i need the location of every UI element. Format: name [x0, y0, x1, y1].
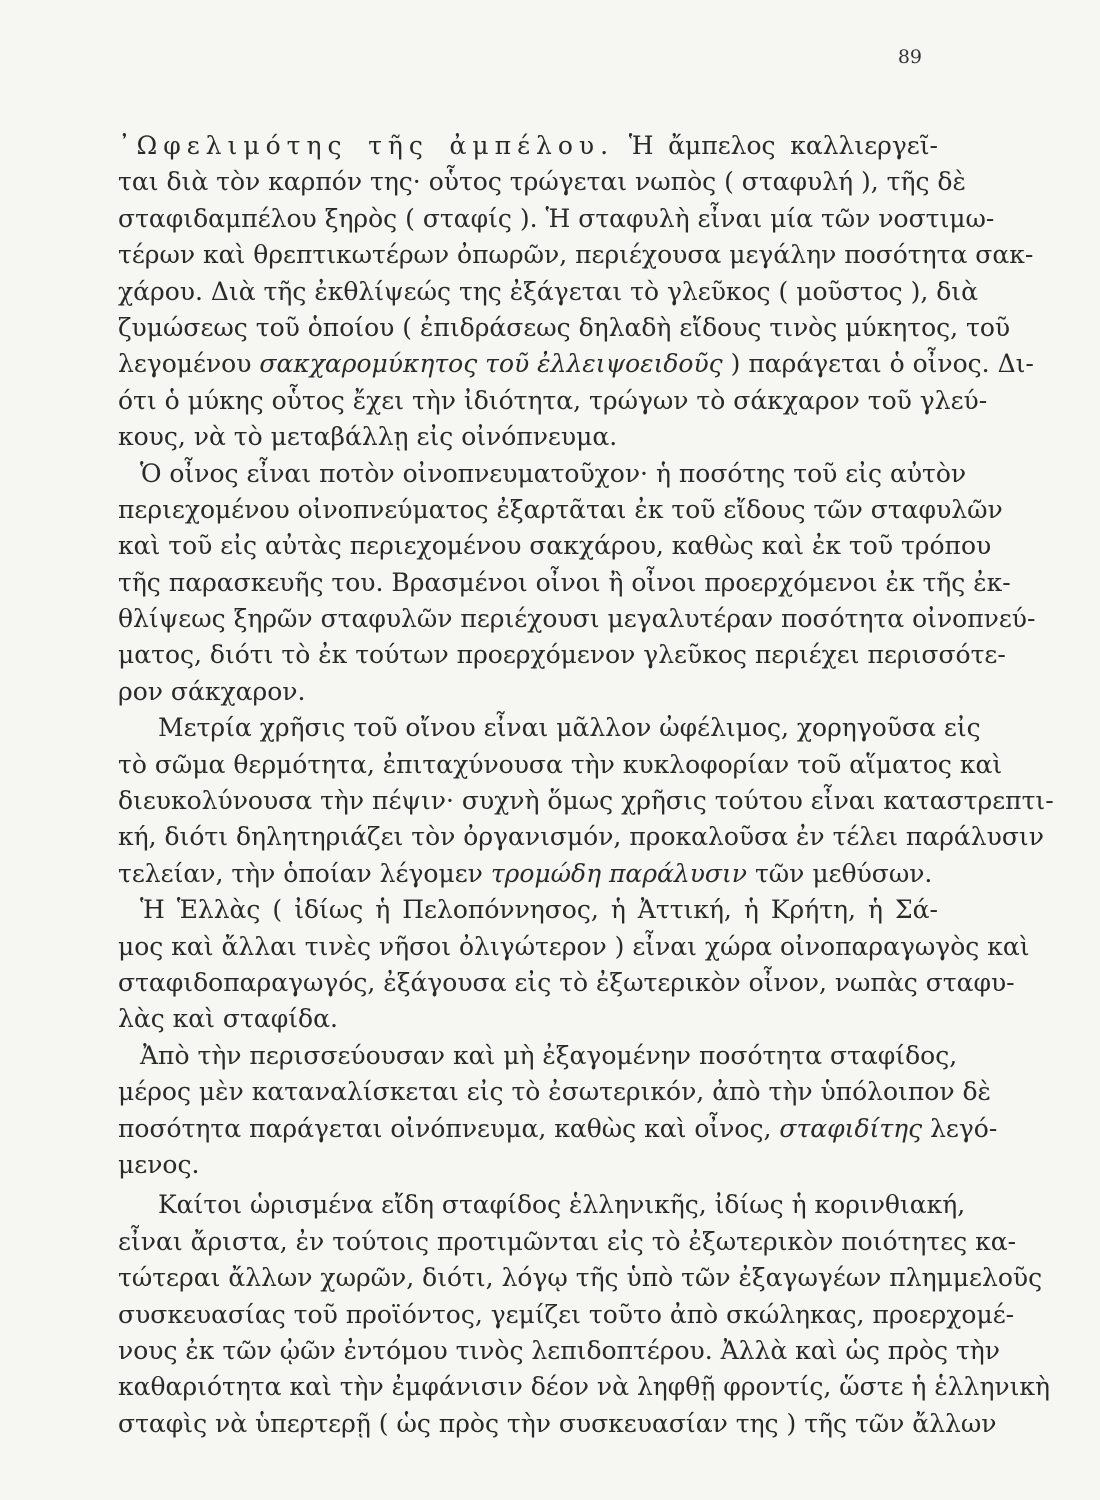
- section-heading: ᾿Ωφελιμότης τῆς ἀμπέλου.: [118, 131, 615, 160]
- body-text: [118, 128, 1054, 1442]
- text-line: Καίτοι ὡρισμένα εἴδη σταφίδος ἑλληνικῆς, ἰδίως ἡ κορινθιακή,: [158, 1190, 966, 1220]
- text-line: ματος, διότι τὸ ἐκ τούτων προερχόμενον γλεῦκος περιέχει περισσότε-: [118, 640, 1006, 670]
- text-line: ρον σάκχαρον.: [118, 676, 306, 706]
- text-line: Ἀπὸ τὴν περισσεύουσαν καὶ μὴ ἐξαγομένην ποσότητα σταφίδος,: [140, 1040, 958, 1070]
- text-line: σταφὶς νὰ ὑπερτερῇ ( ὡς πρὸς τὴν συσκευασίαν της ) τῆς τῶν ἄλλων: [118, 1408, 997, 1438]
- paragraph-raisin-surplus: [118, 1038, 998, 1184]
- text-line: μος καὶ ἄλλαι τινὲς νῆσοι ὀλιγώτερον ) εἶναι χώρα οἰνοπαραγωγὸς καὶ: [118, 931, 1030, 961]
- page-number: 89: [897, 46, 922, 68]
- text-line: ότι ὁ μύκης οὗτος ἔχει τὴν ἰδιότητα, τρώγων τὸ σάκχαρον τοῦ γλεύ-: [118, 385, 988, 415]
- text-line: περιεχομένου οἰνοπνεύματος ἐξαρτᾶται ἐκ τοῦ εἴδους τῶν σταφυλῶν: [118, 494, 1003, 524]
- text-line: εἶναι ἄριστα, ἐν τούτοις προτιμῶνται εἰς τὸ ἐξωτερικὸν ποιότητες κα-: [118, 1226, 1017, 1256]
- text-line: τὸ σῶμα θερμότητα, ἐπιταχύνουσα τὴν κυκλοφορίαν τοῦ αἵματος καὶ: [118, 749, 1003, 779]
- text-line: Ὁ οἶνος εἶναι ποτὸν οἰνοπνευματοῦχον· ἡ ποσότης τοῦ εἰς αὐτὸν: [140, 458, 967, 488]
- paragraph-raisin-quality: [118, 1187, 1051, 1442]
- italic-term: σταφιδίτης: [779, 1113, 923, 1143]
- text-line: χάρου. Διὰ τῆς ἐκθλίψεώς της ἐξάγεται τὸ γλεῦκος ( μοῦστος ), διὰ: [118, 276, 978, 306]
- text-line: σταφιδοπαραγωγός, ἐξάγουσα εἰς τὸ ἐξωτερικὸν οἶνον, νωπὰς σταφυ-: [118, 967, 1015, 997]
- paragraph-vine-benefits: [118, 128, 1034, 456]
- text-line: θλίψεως ξηρῶν σταφυλῶν περιέχουσι μεγαλυτέραν ποσότητα οἰνοπνεύ-: [118, 604, 1036, 634]
- text-line: τελείαν, τὴν ὁποίαν λέγομεν τρομώδη παράλυσιν τῶν μεθύσων.: [118, 858, 933, 888]
- text-line: ζυμώσεως τοῦ ὁποίου ( ἐπιδράσεως δηλαδὴ εἴδους τινὸς μύκητος, τοῦ: [118, 312, 1011, 342]
- paragraph-greece: [118, 892, 1030, 1038]
- text-line: σταφιδαμπέλου ξηρὸς ( σταφίς ). Ἡ σταφυλὴ εἶναι μία τῶν νοστιμω-: [118, 203, 995, 233]
- text-line: τέρων καὶ θρεπτικωτέρων ὀπωρῶν, περιέχουσα μεγάλην ποσότητα σακ-: [118, 240, 1034, 270]
- paragraph-wine-use: [118, 710, 1054, 892]
- text-line: λεγομένου σακχαρομύκητος τοῦ ἐλλειψοειδοῦς ) παράγεται ὁ οἶνος. Δι-: [118, 349, 1034, 379]
- text-line: μενος.: [118, 1149, 200, 1179]
- text-line: κή, διότι δηλητηριάζει τὸν ὀργανισμόν, προκαλοῦσα ἐν τέλει παράλυσιν: [118, 822, 1044, 852]
- text-line: διευκολύνουσα τὴν πέψιν· συχνὴ ὅμως χρῆσις τούτου εἶναι καταστρεπτι-: [118, 786, 1054, 816]
- paragraph-wine: [118, 456, 1036, 711]
- italic-term: σακχαρομύκητος τοῦ ἐλλειψοειδοῦς: [259, 349, 723, 379]
- text-line: καθαριότητα καὶ τὴν ἐμφάνισιν δέον νὰ ληφθῇ φροντίς, ὥστε ἡ ἑλληνικὴ: [118, 1372, 1051, 1402]
- text-line: νους ἐκ τῶν ᾠῶν ἐντόμου τινὸς λεπιδοπτέρου. Ἀλλὰ καὶ ὡς πρὸς τὴν: [118, 1335, 1000, 1365]
- text-line: λὰς καὶ σταφίδα.: [118, 1004, 338, 1034]
- text-line: ται διὰ τὸν καρπόν της· οὗτος τρώγεται νωπὸς ( σταφυλή ), τῆς δὲ: [118, 167, 966, 197]
- text-line: καὶ τοῦ εἰς αὐτὰς περιεχομένου σακχάρου, καθὼς καὶ ἐκ τοῦ τρόπου: [118, 531, 992, 561]
- text-line: ᾿Ωφελιμότης τῆς ἀμπέλου. Ἡ ἄμπελος καλλιεργεῖ-: [118, 131, 938, 160]
- text-line: ποσότητα παράγεται οἰνόπνευμα, καθὼς καὶ οἶνος, σταφιδίτης λεγό-: [118, 1113, 998, 1143]
- text-line: τῆς παρασκευῆς του. Βρασμένοι οἶνοι ἢ οἶνοι προερχόμενοι ἐκ τῆς ἐκ-: [118, 567, 1011, 597]
- text-line: Μετρία χρῆσις τοῦ οἴνου εἶναι μᾶλλον ὠφέλιμος, χορηγοῦσα εἰς: [158, 713, 981, 743]
- italic-term: τρομώδη παράλυσιν: [490, 858, 748, 888]
- text-line: Ἡ Ἑλλὰς ( ἰδίως ἡ Πελοπόννησος, ἡ Ἀττική, ἡ Κρήτη, ἡ Σά-: [140, 895, 938, 925]
- text-line: τώτεραι ἄλλων χωρῶν, διότι, λόγῳ τῆς ὑπὸ τῶν ἐξαγωγέων πλημμελοῦς: [118, 1263, 1043, 1293]
- text-line: συσκευασίας τοῦ προϊόντος, γεμίζει τοῦτο ἀπὸ σκώληκας, προερχομέ-: [118, 1299, 1015, 1329]
- text-line: κους, νὰ τὸ μεταβάλλῃ εἰς οἰνόπνευμα.: [118, 422, 618, 452]
- text-line: μέρος μὲν καταναλίσκεται εἰς τὸ ἐσωτερικόν, ἀπὸ τὴν ὑπόλοιπον δὲ: [118, 1077, 991, 1107]
